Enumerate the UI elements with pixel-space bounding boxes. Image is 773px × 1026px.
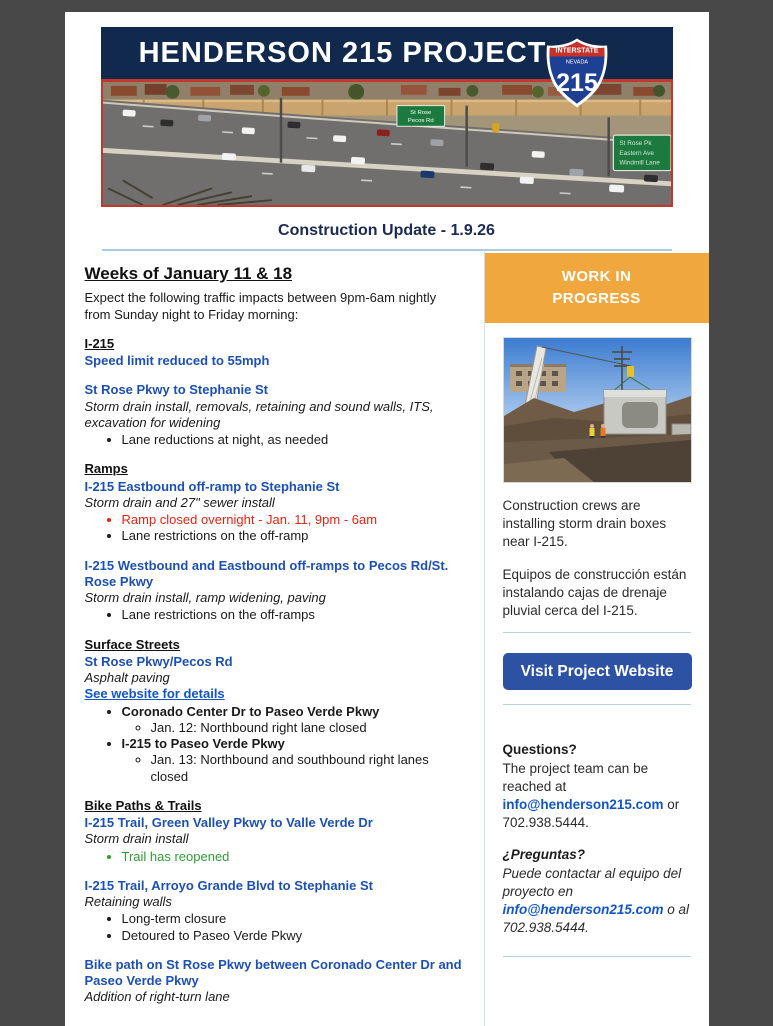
item-title: I-215 Trail, Green Valley Pkwy to Valle Verde Dr — [84, 815, 373, 830]
traffic-item — [85, 558, 466, 624]
highway-sign-mid — [396, 106, 444, 127]
item-desc: Addition of right-turn lane — [84, 989, 230, 1005]
sub-bullet-list — [122, 752, 466, 785]
item-title: St Rose Pkwy/Pecos Rd — [84, 653, 233, 669]
sub-bullet: ◦ Jan. 13: Northbound and southbound right lanes closed — [151, 752, 466, 785]
group-ramps — [85, 461, 466, 623]
bullet-list — [85, 704, 466, 785]
svg-text:Eastern Ave: Eastern Ave — [618, 149, 654, 157]
traffic-item — [85, 382, 466, 448]
photo-caption-en: Construction crews are installing storm drain boxes near I-215. — [502, 498, 667, 550]
group-i215 — [85, 336, 466, 449]
email-link[interactable]: info@henderson215.com — [502, 796, 664, 812]
content-columns — [65, 251, 709, 1026]
visit-project-website-button[interactable]: Visit Project Website — [503, 653, 692, 690]
sidebar-divider — [503, 704, 691, 705]
questions-text: o al 702.938.5444. — [502, 902, 689, 936]
bullet-bold — [122, 704, 466, 737]
crane-hook — [627, 366, 634, 377]
header-block — [101, 12, 673, 207]
bullet-alert: • Ramp closed overnight - Jan. 11, 9pm - 6am — [122, 512, 466, 528]
item-title: I-215 Eastbound off-ramp to Stephanie St — [84, 478, 340, 494]
photo-caption-es: Equipos de construcción están instalando cajas de drenaje pluvial cerca del I-215. — [502, 566, 687, 619]
questions-text: or 702.938.5444. — [502, 796, 680, 831]
sidebar — [484, 251, 709, 1026]
header-banner — [101, 27, 673, 97]
construction-photo — [503, 337, 692, 483]
bullet: • Lane reductions at night, as needed — [122, 432, 466, 448]
svg-text:St Rose Pk: St Rose Pk — [618, 139, 652, 147]
shield-state-label: NEVADA — [565, 59, 588, 66]
group-heading: Surface Streets — [84, 636, 180, 652]
group-heading: Ramps — [84, 461, 128, 477]
bullet-list — [85, 607, 466, 623]
traffic-item — [85, 654, 466, 785]
work-in-progress-banner — [485, 253, 709, 323]
item-title: I-215 Westbound and Eastbound off-ramps to Pecos Rd/St. Rose Pkwy — [84, 557, 449, 589]
shield-number: 215 — [555, 69, 598, 97]
traffic-item — [85, 353, 466, 369]
intro-text: Expect the following traffic impacts between 9pm-6am nightly from Sunday night to Friday morning: — [84, 290, 437, 322]
sidebar-divider — [503, 956, 691, 957]
group-heading: Bike Paths & Trails — [84, 797, 202, 813]
questions-text: Puede contactar al equipo del proyecto en — [502, 865, 682, 899]
see-website-link[interactable]: See website for details — [84, 686, 225, 702]
traffic-item — [85, 957, 466, 1006]
bullet-list — [85, 849, 466, 865]
project-title: HENDERSON 215 PROJECT — [138, 36, 547, 69]
shield-interstate-label: INTERSTATE — [555, 47, 598, 55]
item-desc: Storm drain and 27" sewer install — [84, 494, 275, 510]
item-desc: Asphalt paving — [84, 670, 170, 685]
traffic-item — [85, 479, 466, 545]
questions-heading: ¿Preguntas? — [502, 847, 586, 863]
bullet: • Long-term closure — [122, 911, 466, 927]
group-surface-streets — [85, 637, 466, 785]
group-bike-paths — [85, 798, 466, 1006]
bullet-text: I-215 to Paseo Verde Pkwy — [121, 736, 285, 751]
item-title: Bike path on St Rose Pkwy between Coronado Center Dr and Paseo Verde Pkwy — [84, 956, 462, 988]
sub-bullet: ◦ Jan. 12: Northbound right lane closed — [151, 720, 466, 736]
bullet-list — [85, 512, 466, 545]
sidebar-divider — [503, 632, 691, 633]
highway-sign-right — [613, 135, 671, 170]
sub-bullet-list — [122, 720, 466, 736]
questions-en — [503, 741, 691, 832]
item-desc: Storm drain install — [84, 831, 189, 847]
storm-drain-box — [604, 390, 666, 434]
weeks-heading: Weeks of January 11 & 18 — [84, 264, 293, 283]
warning-sign — [492, 123, 499, 132]
item-title: Speed limit reduced to 55mph — [84, 353, 270, 368]
bullet: • Lane restrictions on the off-ramps — [122, 607, 466, 623]
interstate-215-shield-icon — [543, 36, 611, 110]
work-in-progress-label: WORK IN PROGRESS — [552, 268, 641, 307]
bullet-ok: • Trail has reopened — [122, 849, 466, 865]
svg-text:St Rose: St Rose — [409, 109, 431, 116]
bullet-list — [85, 911, 466, 944]
bullet: • Detoured to Paseo Verde Pkwy — [122, 928, 466, 944]
item-desc: Retaining walls — [84, 894, 172, 909]
group-heading: I-215 — [84, 335, 115, 351]
traffic-impacts-column — [65, 251, 484, 1026]
questions-heading: Questions? — [502, 742, 577, 758]
questions-text: The project team can be reached at — [502, 760, 649, 794]
bullet-text: Coronado Center Dr to Paseo Verde Pkwy — [121, 703, 380, 719]
bullet-list — [85, 432, 466, 448]
construction-photo-art — [504, 338, 691, 482]
questions-es — [503, 846, 691, 937]
item-title: I-215 Trail, Arroyo Grande Blvd to Stephanie St — [84, 877, 373, 893]
bullet-bold — [122, 736, 466, 785]
item-title: St Rose Pkwy to Stephanie St — [84, 382, 268, 398]
svg-text:Pecos Rd: Pecos Rd — [407, 117, 434, 124]
traffic-item — [85, 878, 466, 944]
svg-text:Windmill Lane: Windmill Lane — [618, 159, 660, 167]
traffic-item — [85, 815, 466, 865]
email-body — [65, 12, 709, 1026]
item-desc: Storm drain install, ramp widening, paving — [84, 590, 326, 605]
item-desc: Storm drain install, removals, retaining and sound walls, ITS, excavation for widening — [84, 398, 434, 430]
page-background — [0, 12, 773, 1012]
bullet: • Lane restrictions on the off-ramp — [122, 528, 466, 544]
update-title: Construction Update - 1.9.26 — [278, 222, 495, 239]
email-link[interactable]: info@henderson215.com — [502, 902, 664, 918]
